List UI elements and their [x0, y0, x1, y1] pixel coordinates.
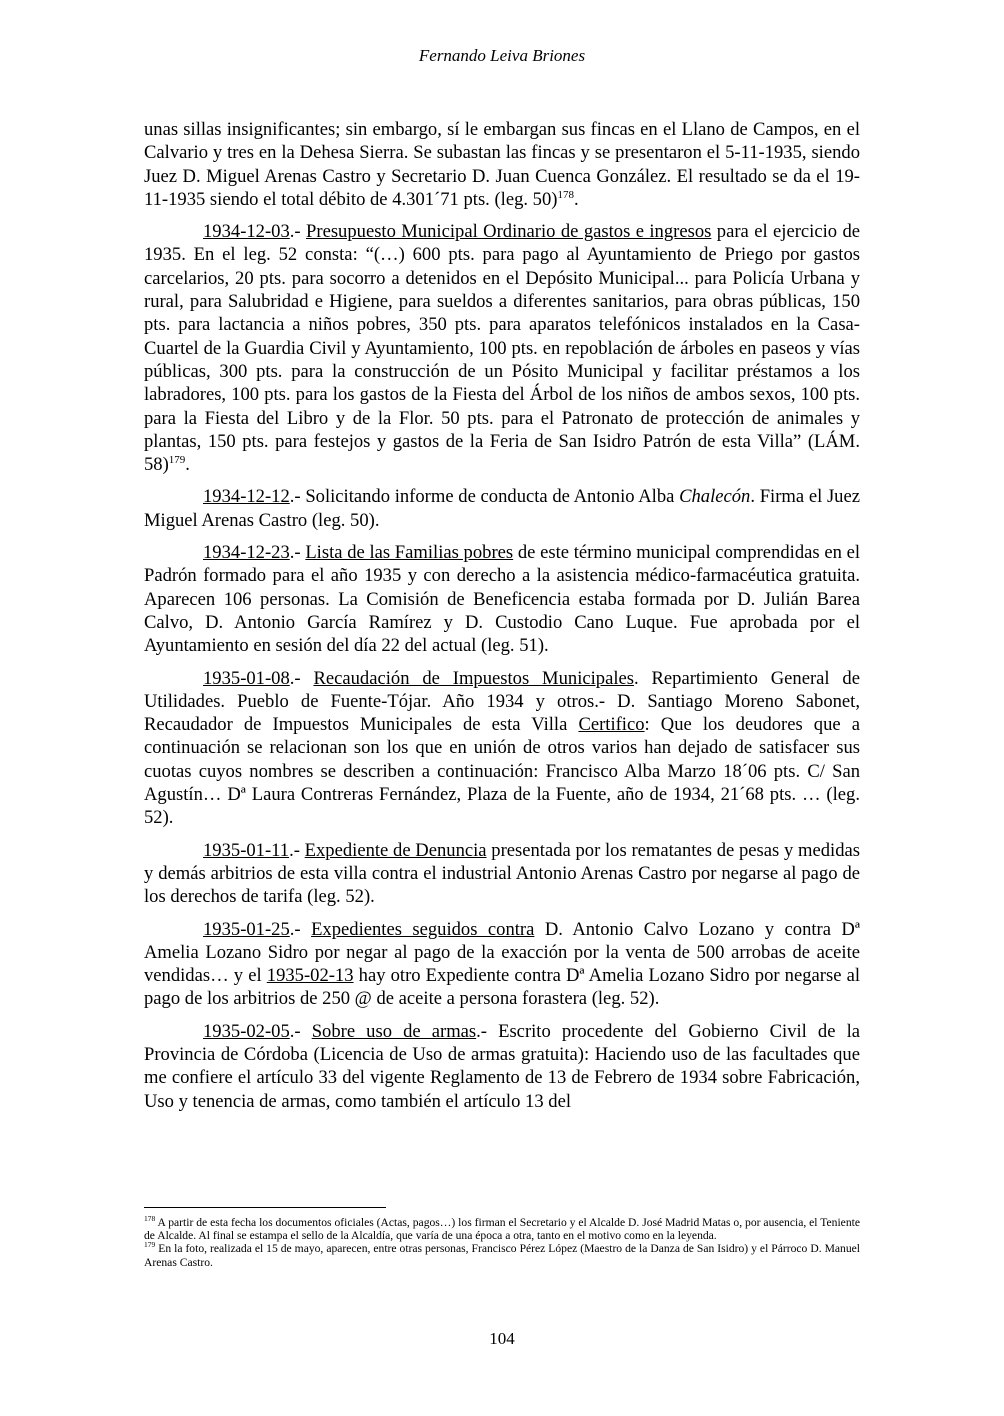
page-number: 104 — [489, 1329, 515, 1348]
entry-title: Sobre uso de armas — [311, 1020, 477, 1042]
paragraph: unas sillas insignificantes; sin embargo, sí le embargan sus fincas en el Llano de Campos, en el Calvario y tres en la Dehesa Sierra. Se subastan las fincas y se presentaron el 5-11-1935, siendo Juez D. Miguel Arenas Castro y Secretario D. Juan Cuenca González. El resultado se da el 19-11-1935 siendo el total débito de 4.301´71 pts. (leg. 50)$^{178}$. — [144, 119, 860, 210]
footnote-number: 178 — [144, 1214, 156, 1224]
entry-title: Expediente de Denuncia — [304, 839, 487, 861]
entry-date: 1935-02-05 — [203, 1020, 290, 1042]
entry-paragraph: 1935-02-05.- Sobre uso de armas.- Escrito procedente del Gobierno Civil de la Provincia de Córdoba (Licencia de Uso de armas gratuita): Haciendo uso de las facultades que me confiere el artículo 33 del vigente Reglamento de 13 de Febrero de 1934 sobre Fabricación, Uso y tenencia de armas, como también el artículo 13 del — [144, 1020, 860, 1112]
footnote: $^{179}$ En la foto, realizada el 15 de mayo, aparecen, entre otras personas, Francisco Pérez López (Maestro de la Danza de San Isidro) y el Párroco D. Manuel Arenas Castro. — [144, 1240, 860, 1269]
underlined-word: Certifico — [578, 714, 645, 736]
entry-title: Presupuesto Municipal Ordinario de gastos e ingresos — [306, 221, 712, 243]
entry-paragraph: 1935-01-25.- Expedientes seguidos contra D. Antonio Calvo Lozano y contra Dª Amelia Lozano Sidro por negar al pago de la exacción por la venta de 500 arrobas de aceite vendidas… y el 1935-02-13 hay otro Expediente contra Dª Amelia Lozano Sidro por negarse al pago de los arbitrios de 250 @ de aceite a persona forastera (leg. 52). — [144, 918, 860, 1010]
entry-paragraph: 1934-12-23.- Lista de las Familias pobres de este término municipal comprendidas en el Padrón formado para el año 1935 y con derecho a la asistencia médico-farmacéutica gratuita. Aparecen 106 personas. La Comisión de Beneficencia estaba formada por D. Julián Barea Calvo, D. Antonio García Ramírez y D. Custodio Cano Luque. Fue aprobada por el Ayuntamiento en sesión del día 22 del actual (leg. 51). — [144, 542, 860, 657]
main-text — [144, 118, 860, 1122]
entry-date: 1935-01-25 — [203, 918, 290, 940]
entry-title: Recaudación de Impuestos Municipales — [313, 667, 634, 689]
running-header: Fernando Leiva Briones — [418, 46, 586, 65]
entry-date: 1934-12-23 — [203, 542, 290, 564]
entry-paragraph: 1934-12-03.- Presupuesto Municipal Ordinario de gastos e ingresos para el ejercicio de 1935. En el leg. 52 consta: “(…) 600 pts. para pago al Ayuntamiento de Priego por gastos carcelarios, 20 pts. para socorro a detenidos en el Depósito Municipal... para Policía Urbana y rural, para Salubridad e Higiene, para sueldos a diferentes sanitarios, para obras públicas, 150 pts. para lactancia a niños pobres, 350 pts. para aparatos telefónicos instalados en la Casa-Cuartel de la Guardia Civil y Ayuntamiento, 100 pts. en repoblación de árboles en paseos y vías públicas, 300 pts. para la construcción de un Pósito Municipal y facilitar préstamos a los labradores, 100 pts. para los gastos de la Fiesta del Árbol de los niños de ambos sexos, 100 pts. para la Fiesta del Libro y de la Flor. 50 pts. para el Patronato de protección de animales y plantas, 150 pts. para festejos y gastos de la Feria de San Isidro Patrón de esta Villa” (LÁM. 58)$^{179}$. — [144, 221, 860, 476]
footnote: $^{178}$ A partir de esta fecha los documentos oficiales (Actas, pagos…) los firman el Secretario y el Alcalde D. José Madrid Matas o, por ausencia, el Teniente de Alcalde. Al final se estampa el sello de la Alcaldía, que varía de una época a otra, tanto en el motivo como en la leyenda. — [144, 1214, 860, 1243]
footnote-ref: 178 — [557, 188, 574, 201]
footnote-separator — [144, 1207, 386, 1208]
entry-date: 1935-01-11 — [203, 839, 290, 861]
entry-title: Expedientes seguidos contra — [311, 918, 535, 940]
entry-date: 1935-01-08 — [203, 667, 290, 689]
entry-paragraph: 1935-01-08.- Recaudación de Impuestos Municipales. Repartimiento General de Utilidades. Pueblo de Fuente-Tójar. Año 1934 y otros.- D. Santiago Moreno Sabonet, Recaudador de Impuestos Municipales de esta Villa Certifico: Que los deudores que a continuación se relacionan son los que en unión de otros varios han dejado de satisfacer sus cuotas cuyos nombres se describen a continuación: Francisco Alba Marzo 18´06 pts. C/ San Agustín… Dª Laura Contreras Fernández, Plaza de la Fuente, año de 1934, 21´68 pts. … (leg. 52). — [144, 667, 860, 829]
footnotes — [144, 1216, 860, 1269]
entry-title: Lista de las Familias pobres — [305, 542, 514, 564]
italic-name: Chalecón — [679, 486, 751, 508]
entry-paragraph: 1935-01-11.- Expediente de Denuncia presentada por los rematantes de pesas y medidas y demás arbitrios de esta villa contra el industrial Antonio Arenas Castro por negarse al pago de los derechos de tarifa (leg. 52). — [144, 839, 860, 908]
footnote-ref: 179 — [168, 453, 186, 466]
footnote-number: 179 — [144, 1240, 156, 1250]
entry-paragraph: 1934-12-12.- Solicitando informe de conducta de Antonio Alba Chalecón. Firma el Juez Miguel Arenas Castro (leg. 50). — [144, 486, 860, 531]
entry-date: 1934-12-03 — [203, 221, 290, 243]
entry-date: 1934-12-12 — [203, 486, 290, 508]
entry-date: 1935-02-13 — [266, 965, 354, 987]
